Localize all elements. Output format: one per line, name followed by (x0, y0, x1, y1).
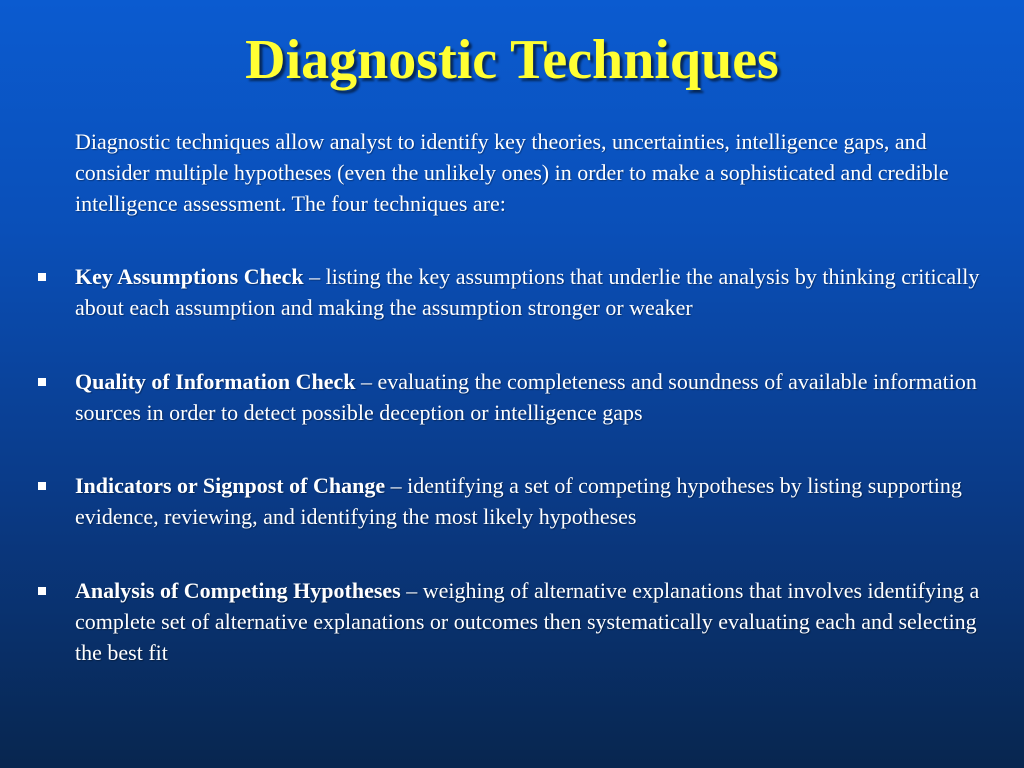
bullet-text (75, 575, 987, 668)
square-bullet-icon (38, 378, 46, 386)
bullet-term: Key Assumptions Check (75, 264, 304, 289)
slide-title: Diagnostic Techniques (245, 29, 779, 91)
intro-paragraph: Diagnostic techniques allow analyst to identify key theories, uncertainties, intelligence gaps, and consider multiple hypotheses (even the unlikely ones) in order to make a sophisticated and credible intelligence assessment. The four techniques are: (75, 129, 949, 216)
bullet-text (75, 366, 987, 428)
square-bullet-icon (38, 587, 46, 595)
bullet-description: – identifying a set of competing hypotheses by listing supporting evidence, reviewing, and identifying the most likely hypotheses (75, 473, 962, 529)
bullet-text (75, 470, 987, 532)
bullet-term: Indicators or Signpost of Change (75, 473, 386, 498)
bullet-description: – listing the key assumptions that underlie the analysis by thinking critically about each assumption and making the assumption stronger or weaker (75, 264, 980, 320)
bullet-term: Analysis of Competing Hypotheses (75, 578, 401, 603)
square-bullet-icon (38, 482, 46, 490)
bullet-term: Quality of Information Check (75, 369, 356, 394)
bullet-description: – evaluating the completeness and soundness of available information sources in order to detect possible deception or intelligence gaps (75, 369, 977, 425)
bullet-description: – weighing of alternative explanations that involves identifying a complete set of alternative explanations or outcomes then systematically evaluating each and selecting the best fit (75, 578, 980, 665)
square-bullet-icon (38, 273, 46, 281)
bullet-text (75, 261, 987, 323)
